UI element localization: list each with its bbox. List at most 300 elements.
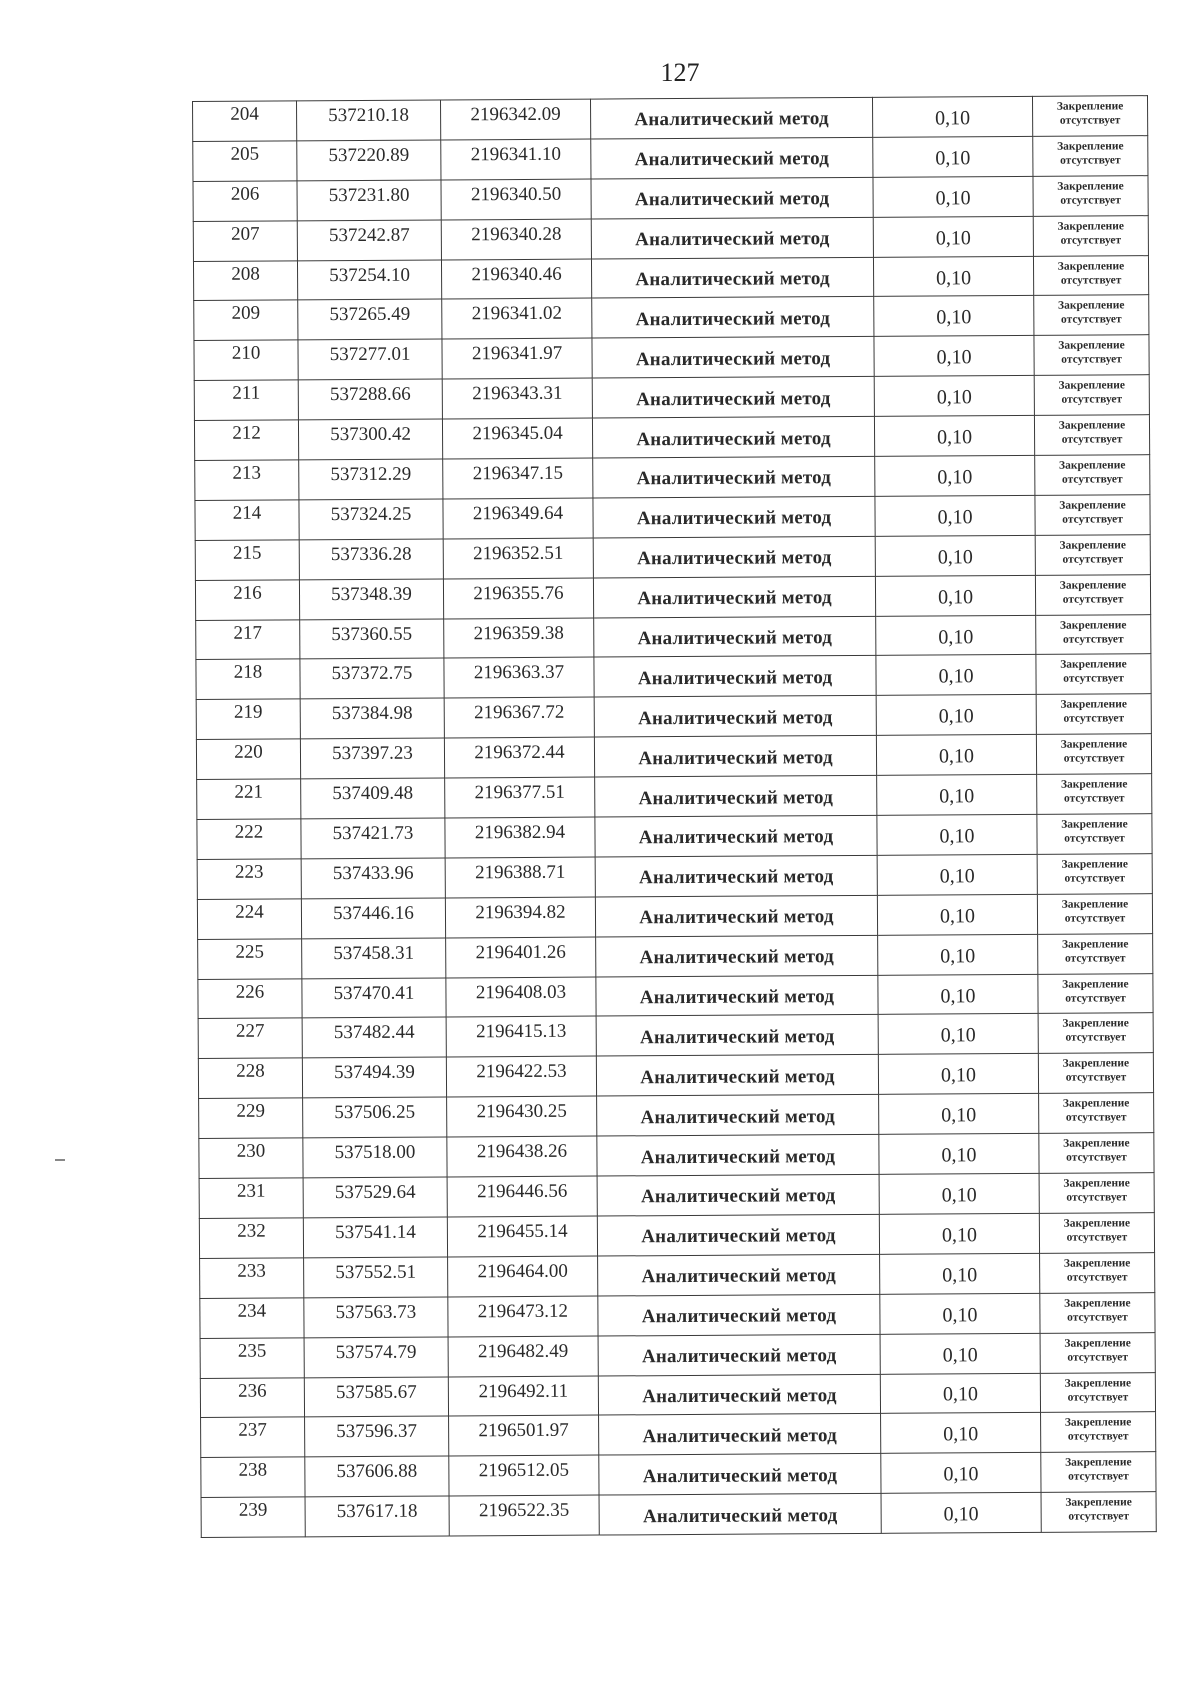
y-coordinate-cell: 2196340.46 <box>441 259 591 300</box>
fixing-cell <box>1040 1292 1155 1333</box>
fixing-line-1: Закрепление <box>1061 818 1128 831</box>
x-coordinate-cell: 537506.25 <box>303 1097 447 1138</box>
table-row <box>200 1372 1155 1418</box>
y-coordinate-cell: 2196341.10 <box>441 139 591 180</box>
fixing-line-2: отсутствует <box>1062 513 1123 526</box>
point-number-cell: 222 <box>197 819 301 860</box>
y-coordinate-cell: 2196359.38 <box>444 618 594 659</box>
point-number-cell: 238 <box>201 1457 305 1498</box>
fixing-cell <box>1034 295 1149 336</box>
fixing-cell <box>1038 1013 1153 1054</box>
table-row <box>197 814 1152 860</box>
point-number-cell: 236 <box>200 1377 304 1418</box>
error-cell: 0,10 <box>878 974 1038 1015</box>
fixing-line-2: отсутствует <box>1061 353 1122 367</box>
method-cell: Аналитический метод <box>594 736 876 778</box>
fixing-line-2: отсутствует <box>1059 114 1121 127</box>
fixing-line-1: Закрепление <box>1063 1137 1130 1150</box>
table-row <box>196 614 1151 660</box>
table-row <box>193 136 1148 182</box>
fixing-line-1: Закрепление <box>1061 858 1128 871</box>
fixing-cell <box>1040 1332 1155 1373</box>
error-cell: 0,10 <box>874 415 1034 456</box>
fixing-cell <box>1041 1492 1156 1533</box>
fixing-cell <box>1039 1133 1154 1174</box>
error-cell: 0,10 <box>880 1373 1040 1414</box>
point-number-cell: 216 <box>195 580 299 621</box>
y-coordinate-cell: 2196492.11 <box>448 1376 598 1417</box>
point-number-cell: 210 <box>194 340 298 381</box>
y-coordinate-cell: 2196377.51 <box>445 777 595 818</box>
x-coordinate-cell: 537348.39 <box>299 579 443 620</box>
method-cell: Аналитический метод <box>592 297 874 339</box>
fixing-line-2: отсутствует <box>1060 233 1122 247</box>
fixing-cell <box>1033 255 1148 296</box>
error-cell: 0,10 <box>872 96 1032 137</box>
fixing-line-2: отсутствует <box>1064 872 1126 885</box>
fixing-line-2: отсутствует <box>1060 194 1121 207</box>
fixing-line-1: Закрепление <box>1058 339 1125 353</box>
y-coordinate-cell: 2196388.71 <box>445 857 595 898</box>
fixing-line-1: Закрепление <box>1064 1336 1131 1350</box>
x-coordinate-cell: 537312.29 <box>299 459 443 500</box>
table-row <box>193 175 1148 221</box>
table-row <box>195 574 1150 620</box>
fixing-line-1: Закрепление <box>1058 459 1126 472</box>
y-coordinate-cell: 2196415.13 <box>446 1017 596 1058</box>
fixing-cell <box>1039 1093 1154 1134</box>
method-cell: Аналитический метод <box>596 935 878 977</box>
y-coordinate-cell: 2196501.97 <box>449 1415 599 1456</box>
fixing-cell <box>1033 215 1148 256</box>
fixing-line-1: Закрепление <box>1063 1257 1131 1270</box>
table-row <box>200 1292 1155 1338</box>
point-number-cell: 229 <box>199 1098 303 1139</box>
point-number-cell: 206 <box>193 181 297 222</box>
error-cell: 0,10 <box>880 1333 1040 1374</box>
fixing-line-1: Закрепление <box>1060 778 1128 791</box>
x-coordinate-cell: 537336.28 <box>299 539 443 580</box>
x-coordinate-cell: 537494.39 <box>302 1057 446 1098</box>
error-cell: 0,10 <box>881 1453 1041 1494</box>
x-coordinate-cell: 537288.66 <box>298 379 442 420</box>
method-cell: Аналитический метод <box>591 217 873 259</box>
fixing-cell <box>1036 694 1151 735</box>
coordinates-table <box>192 95 1157 1538</box>
error-cell: 0,10 <box>876 655 1036 696</box>
y-coordinate-cell: 2196341.02 <box>442 299 592 340</box>
fixing-cell <box>1035 534 1150 575</box>
method-cell: Аналитический метод <box>597 1174 879 1216</box>
fixing-line-2: отсутствует <box>1062 632 1124 646</box>
y-coordinate-cell: 2196438.26 <box>447 1136 597 1177</box>
method-cell: Аналитический метод <box>593 576 875 618</box>
error-cell: 0,10 <box>877 814 1037 855</box>
table-row <box>195 455 1150 501</box>
point-number-cell: 213 <box>195 460 299 501</box>
point-number-cell: 234 <box>200 1298 304 1339</box>
fixing-line-2: отсутствует <box>1061 313 1122 327</box>
y-coordinate-cell: 2196367.72 <box>444 697 594 738</box>
error-cell: 0,10 <box>876 615 1036 656</box>
y-coordinate-cell: 2196382.94 <box>445 817 595 858</box>
error-cell: 0,10 <box>881 1413 1041 1454</box>
method-cell: Аналитический метод <box>597 1214 879 1256</box>
fixing-line-1: Закрепление <box>1064 1376 1132 1390</box>
table-row <box>197 854 1152 900</box>
fixing-line-1: Закрепление <box>1065 1456 1132 1469</box>
table-row <box>200 1252 1155 1298</box>
fixing-line-2: отсутствует <box>1064 832 1125 845</box>
fixing-line-1: Закрепление <box>1059 618 1127 632</box>
table-row <box>201 1412 1156 1458</box>
fixing-cell <box>1037 893 1152 934</box>
method-cell: Аналитический метод <box>596 1055 878 1097</box>
error-cell: 0,10 <box>873 176 1033 217</box>
fixing-line-1: Закрепление <box>1060 658 1127 672</box>
method-cell: Аналитический метод <box>592 416 874 458</box>
error-cell: 0,10 <box>877 774 1037 815</box>
fixing-line-2: отсутствует <box>1063 752 1125 765</box>
fixing-line-2: отсутствует <box>1067 1390 1129 1404</box>
fixing-line-2: отсутствует <box>1066 1271 1128 1284</box>
x-coordinate-cell: 537433.96 <box>301 858 445 899</box>
fixing-line-1: Закрепление <box>1060 738 1128 751</box>
x-coordinate-cell: 537446.16 <box>301 898 445 939</box>
fixing-line-2: отсутствует <box>1060 154 1121 167</box>
fixing-line-1: Закрепление <box>1057 259 1125 273</box>
y-coordinate-cell: 2196522.35 <box>449 1495 599 1536</box>
fixing-cell <box>1032 96 1147 137</box>
y-coordinate-cell: 2196394.82 <box>445 897 595 938</box>
fixing-line-2: отсутствует <box>1066 1191 1128 1204</box>
fixing-line-1: Закрепление <box>1060 698 1127 712</box>
fixing-line-1: Закрепление <box>1058 419 1126 432</box>
fixing-line-1: Закрепление <box>1058 379 1126 392</box>
x-coordinate-cell: 537529.64 <box>303 1177 447 1218</box>
point-number-cell: 211 <box>194 380 298 421</box>
point-number-cell: 226 <box>198 978 302 1019</box>
table-row <box>199 1093 1154 1139</box>
y-coordinate-cell: 2196430.25 <box>447 1096 597 1137</box>
error-cell: 0,10 <box>879 1094 1039 1135</box>
x-coordinate-cell: 537242.87 <box>297 220 441 261</box>
method-cell: Аналитический метод <box>591 257 873 299</box>
error-cell: 0,10 <box>873 216 1033 257</box>
point-number-cell: 212 <box>194 420 298 461</box>
point-number-cell: 230 <box>199 1138 303 1179</box>
method-cell: Аналитический метод <box>596 1015 878 1057</box>
x-coordinate-cell: 537596.37 <box>305 1416 449 1457</box>
method-cell: Аналитический метод <box>590 97 872 139</box>
fixing-line-2: отсутствует <box>1064 912 1126 925</box>
point-number-cell: 207 <box>193 221 297 262</box>
error-cell: 0,10 <box>873 256 1033 297</box>
x-coordinate-cell: 537324.25 <box>299 499 443 540</box>
error-cell: 0,10 <box>875 575 1035 616</box>
error-cell: 0,10 <box>875 455 1035 496</box>
x-coordinate-cell: 537482.44 <box>302 1017 446 1058</box>
method-cell: Аналитический метод <box>594 696 876 738</box>
point-number-cell: 239 <box>201 1497 305 1538</box>
point-number-cell: 225 <box>198 939 302 980</box>
method-cell: Аналитический метод <box>599 1414 881 1456</box>
table-row <box>201 1492 1156 1538</box>
table-row <box>196 734 1151 780</box>
table-row <box>193 96 1148 142</box>
x-coordinate-cell: 537518.00 <box>303 1137 447 1178</box>
x-coordinate-cell: 537552.51 <box>304 1257 448 1298</box>
fixing-line-2: отсутствует <box>1063 792 1125 805</box>
fixing-cell <box>1040 1252 1155 1293</box>
fixing-cell <box>1033 175 1148 216</box>
fixing-line-2: отсутствует <box>1062 593 1124 606</box>
fixing-line-1: Закрепление <box>1064 1297 1131 1310</box>
method-cell: Аналитический метод <box>598 1254 880 1296</box>
method-cell: Аналитический метод <box>594 616 876 658</box>
fixing-line-2: отсутствует <box>1060 273 1122 287</box>
fixing-cell <box>1036 654 1151 695</box>
x-coordinate-cell: 537372.75 <box>300 658 444 699</box>
x-coordinate-cell: 537606.88 <box>305 1456 449 1497</box>
x-coordinate-cell: 537421.73 <box>301 818 445 859</box>
y-coordinate-cell: 2196340.28 <box>441 219 591 260</box>
table-row <box>193 215 1148 261</box>
table-body <box>193 96 1157 1538</box>
point-number-cell: 214 <box>195 500 299 541</box>
x-coordinate-cell: 537574.79 <box>304 1337 448 1378</box>
point-number-cell: 220 <box>196 739 300 780</box>
y-coordinate-cell: 2196512.05 <box>449 1455 599 1496</box>
fixing-cell <box>1038 973 1153 1014</box>
error-cell: 0,10 <box>873 136 1033 177</box>
fixing-cell <box>1037 814 1152 855</box>
fixing-line-2: отсутствует <box>1067 1430 1129 1444</box>
x-coordinate-cell: 537458.31 <box>302 938 446 979</box>
fixing-cell <box>1035 574 1150 615</box>
scan-mark <box>55 1159 65 1161</box>
x-coordinate-cell: 537220.89 <box>297 140 441 181</box>
point-number-cell: 224 <box>197 899 301 940</box>
y-coordinate-cell: 2196343.31 <box>442 378 592 419</box>
fixing-cell <box>1041 1452 1156 1493</box>
table-row <box>199 1213 1154 1259</box>
table-row <box>196 654 1151 700</box>
error-cell: 0,10 <box>879 1213 1039 1254</box>
fixing-line-2: отсутствует <box>1068 1470 1129 1483</box>
table-row <box>199 1173 1154 1219</box>
method-cell: Аналитический метод <box>593 456 875 498</box>
error-cell: 0,10 <box>874 296 1034 337</box>
table-row <box>194 335 1149 381</box>
x-coordinate-cell: 537409.48 <box>301 778 445 819</box>
x-coordinate-cell: 537265.49 <box>298 299 442 340</box>
method-cell: Аналитический метод <box>595 815 877 857</box>
point-number-cell: 235 <box>200 1337 304 1378</box>
point-number-cell: 209 <box>194 300 298 341</box>
y-coordinate-cell: 2196342.09 <box>440 99 590 140</box>
y-coordinate-cell: 2196446.56 <box>447 1176 597 1217</box>
point-number-cell: 228 <box>198 1058 302 1099</box>
error-cell: 0,10 <box>877 894 1037 935</box>
fixing-cell <box>1037 774 1152 815</box>
fixing-cell <box>1038 1053 1153 1094</box>
fixing-cell <box>1036 614 1151 655</box>
y-coordinate-cell: 2196401.26 <box>446 937 596 978</box>
page-number: 127 <box>660 58 700 87</box>
x-coordinate-cell: 537470.41 <box>302 978 446 1019</box>
error-cell: 0,10 <box>875 495 1035 536</box>
fixing-line-1: Закрепление <box>1059 578 1127 592</box>
table-row <box>194 415 1149 461</box>
method-cell: Аналитический метод <box>595 855 877 897</box>
table-row <box>196 694 1151 740</box>
point-number-cell: 231 <box>199 1178 303 1219</box>
table-row <box>194 295 1149 341</box>
method-cell: Аналитический метод <box>598 1294 880 1336</box>
point-number-cell: 205 <box>193 141 297 182</box>
fixing-line-2: отсутствует <box>1063 712 1125 726</box>
table-row <box>198 1053 1153 1099</box>
fixing-cell <box>1039 1213 1154 1254</box>
error-cell: 0,10 <box>880 1253 1040 1294</box>
table-row <box>195 534 1150 580</box>
fixing-line-1: Закрепление <box>1059 539 1127 552</box>
fixing-line-1: Закрепление <box>1059 499 1126 512</box>
x-coordinate-cell: 537397.23 <box>300 738 444 779</box>
error-cell: 0,10 <box>877 854 1037 895</box>
method-cell: Аналитический метод <box>598 1334 880 1376</box>
fixing-line-1: Закрепление <box>1063 1177 1130 1190</box>
point-number-cell: 232 <box>199 1218 303 1259</box>
method-cell: Аналитический метод <box>594 656 876 698</box>
x-coordinate-cell: 537231.80 <box>297 180 441 221</box>
error-cell: 0,10 <box>878 1014 1038 1055</box>
fixing-cell <box>1041 1412 1156 1453</box>
x-coordinate-cell: 537277.01 <box>298 339 442 380</box>
point-number-cell: 217 <box>196 619 300 660</box>
y-coordinate-cell: 2196408.03 <box>446 977 596 1018</box>
x-coordinate-cell: 537300.42 <box>298 419 442 460</box>
fixing-line-1: Закрепление <box>1061 898 1129 911</box>
fixing-line-1: Закрепление <box>1062 1097 1130 1110</box>
table-row <box>193 255 1148 301</box>
x-coordinate-cell: 537210.18 <box>297 100 441 141</box>
fixing-line-1: Закрепление <box>1062 977 1129 991</box>
y-coordinate-cell: 2196464.00 <box>448 1256 598 1297</box>
fixing-line-1: Закрепление <box>1057 219 1125 233</box>
error-cell: 0,10 <box>875 535 1035 576</box>
y-coordinate-cell: 2196345.04 <box>442 418 592 459</box>
fixing-cell <box>1034 375 1149 416</box>
point-number-cell: 215 <box>195 540 299 581</box>
fixing-cell <box>1035 495 1150 536</box>
x-coordinate-cell: 537617.18 <box>305 1496 449 1537</box>
fixing-line-2: отсутствует <box>1066 1151 1127 1164</box>
fixing-line-1: Закрепление <box>1063 1217 1131 1230</box>
table-row <box>194 375 1149 421</box>
table-row <box>197 774 1152 820</box>
x-coordinate-cell: 537563.73 <box>304 1297 448 1338</box>
method-cell: Аналитический метод <box>595 895 877 937</box>
fixing-line-2: отсутствует <box>1061 433 1123 446</box>
point-number-cell: 237 <box>201 1417 305 1458</box>
method-cell: Аналитический метод <box>597 1095 879 1137</box>
y-coordinate-cell: 2196372.44 <box>444 737 594 778</box>
fixing-line-2: отсутствует <box>1065 1111 1127 1124</box>
fixing-line-2: отсутствует <box>1061 393 1123 406</box>
y-coordinate-cell: 2196422.53 <box>446 1056 596 1097</box>
y-coordinate-cell: 2196349.64 <box>443 498 593 539</box>
error-cell: 0,10 <box>880 1293 1040 1334</box>
x-coordinate-cell: 537541.14 <box>303 1217 447 1258</box>
method-cell: Аналитический метод <box>596 975 878 1017</box>
fixing-cell <box>1033 136 1148 177</box>
table-row <box>201 1452 1156 1498</box>
y-coordinate-cell: 2196363.37 <box>444 658 594 699</box>
y-coordinate-cell: 2196455.14 <box>447 1216 597 1257</box>
y-coordinate-cell: 2196355.76 <box>443 578 593 619</box>
fixing-line-2: отсутствует <box>1064 952 1126 965</box>
x-coordinate-cell: 537384.98 <box>300 698 444 739</box>
fixing-line-1: Закрепление <box>1057 180 1124 193</box>
point-number-cell: 223 <box>197 859 301 900</box>
fixing-line-1: Закрепление <box>1057 299 1125 313</box>
error-cell: 0,10 <box>879 1134 1039 1175</box>
fixing-cell <box>1040 1372 1155 1413</box>
fixing-line-1: Закрепление <box>1061 937 1129 951</box>
y-coordinate-cell: 2196341.97 <box>442 338 592 379</box>
x-coordinate-cell: 537254.10 <box>297 260 441 301</box>
method-cell: Аналитический метод <box>593 536 875 578</box>
error-cell: 0,10 <box>878 1054 1038 1095</box>
fixing-line-2: отсутствует <box>1063 672 1124 686</box>
fixing-line-2: отсутствует <box>1065 1031 1127 1045</box>
method-cell: Аналитический метод <box>591 177 873 219</box>
point-number-cell: 208 <box>193 260 297 301</box>
point-number-cell: 227 <box>198 1018 302 1059</box>
fixing-cell <box>1039 1173 1154 1214</box>
fixing-line-1: Закрепление <box>1062 1057 1130 1071</box>
error-cell: 0,10 <box>881 1493 1041 1534</box>
y-coordinate-cell: 2196340.50 <box>441 179 591 220</box>
method-cell: Аналитический метод <box>591 137 873 179</box>
error-cell: 0,10 <box>879 1173 1039 1214</box>
error-cell: 0,10 <box>878 934 1038 975</box>
method-cell: Аналитический метод <box>593 496 875 538</box>
point-number-cell: 233 <box>200 1258 304 1299</box>
fixing-cell <box>1038 933 1153 974</box>
fixing-cell <box>1037 854 1152 895</box>
method-cell: Аналитический метод <box>599 1493 881 1535</box>
method-cell: Аналитический метод <box>599 1454 881 1496</box>
table-row <box>198 1013 1153 1059</box>
method-cell: Аналитический метод <box>592 337 874 379</box>
fixing-line-1: Закрепление <box>1065 1496 1132 1509</box>
x-coordinate-cell: 537360.55 <box>300 619 444 660</box>
fixing-cell <box>1036 734 1151 775</box>
error-cell: 0,10 <box>876 735 1036 776</box>
method-cell: Аналитический метод <box>597 1134 879 1176</box>
fixing-cell <box>1034 335 1149 376</box>
fixing-cell <box>1034 415 1149 456</box>
x-coordinate-cell: 537585.67 <box>304 1376 448 1417</box>
table-row <box>198 973 1153 1019</box>
method-cell: Аналитический метод <box>598 1374 880 1416</box>
y-coordinate-cell: 2196473.12 <box>448 1296 598 1337</box>
fixing-line-1: Закрепление <box>1056 100 1124 113</box>
fixing-line-1: Закрепление <box>1057 140 1124 153</box>
